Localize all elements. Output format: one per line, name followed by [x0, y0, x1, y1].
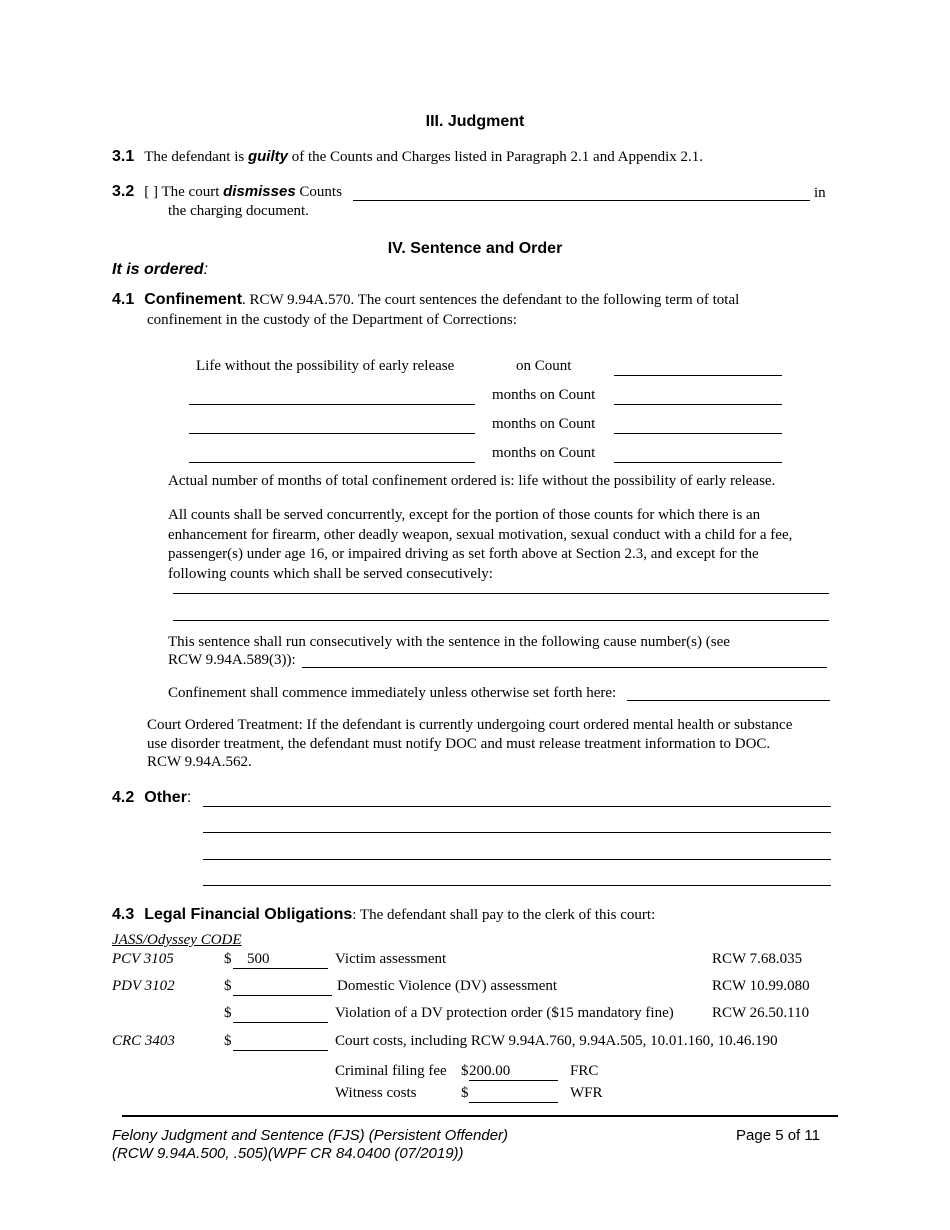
witness-costs-label: Witness costs	[335, 1085, 417, 1101]
cause-number-blank[interactable]	[302, 667, 827, 668]
term-row-4-count-blank[interactable]	[614, 462, 782, 463]
paragraph-text: the charging document.	[168, 203, 309, 219]
confinement-title: Confinement	[144, 291, 243, 308]
paragraph-text: of the Counts and Charges listed in Paragraph 2.1 and Appendix 2.1.	[287, 149, 704, 165]
paragraph-text: confinement in the custody of the Department of Corrections:	[147, 312, 517, 328]
lfo-row-1-rcw: RCW 7.68.035	[712, 951, 803, 967]
term-row-3-months-blank[interactable]	[189, 433, 475, 434]
term-row-3-on-count: months on Count	[492, 416, 596, 432]
paragraph-text: : The defendant shall pay to the clerk of this court:	[352, 907, 656, 923]
paragraph-3-2	[112, 183, 342, 201]
other-blank-1[interactable]	[203, 806, 831, 807]
lfo-row-1-code: PCV 3105	[112, 951, 174, 967]
lfo-row-1-amount[interactable]: 500	[233, 951, 328, 969]
paragraph-4-3	[112, 906, 655, 924]
lfo-row-3-desc: Violation of a DV protection order ($15 mandatory fine)	[335, 1005, 674, 1021]
filing-fee-label: Criminal filing fee	[335, 1063, 447, 1079]
paragraph-4-1	[112, 291, 739, 309]
other-blank-2[interactable]	[203, 832, 831, 833]
term-row-2-count-blank[interactable]	[614, 404, 782, 405]
lfo-row-2-dollar: $	[224, 978, 232, 994]
lfo-row-3-amount[interactable]	[233, 1005, 328, 1023]
filing-fee-dollar: $	[461, 1063, 469, 1079]
term-row-2-months-blank[interactable]	[189, 404, 475, 405]
footer-rule	[122, 1115, 838, 1117]
it-is-ordered: It is ordered:	[112, 261, 209, 278]
lfo-row-2-desc: Domestic Violence (DV) assessment	[337, 978, 558, 994]
lfo-row-1-desc: Victim assessment	[335, 951, 447, 967]
filing-fee-amount[interactable]: 200.00	[469, 1063, 558, 1081]
paragraph-text: . RCW 9.94A.570. The court sentences the defendant to the following term of total	[242, 292, 740, 308]
paragraph-number: 3.2	[112, 183, 135, 200]
other-blank-3[interactable]	[203, 859, 831, 860]
term-row-3-count-blank[interactable]	[614, 433, 782, 434]
paragraph-text: The defendant is	[144, 149, 248, 165]
lfo-row-4-dollar: $	[224, 1033, 232, 1049]
witness-costs-dollar: $	[461, 1085, 469, 1101]
consecutive-counts-blank-1[interactable]	[173, 593, 829, 594]
dismiss-checkbox[interactable]: [ ]	[144, 184, 158, 200]
section-3-heading: III. Judgment	[425, 113, 525, 130]
guilty-emphasis: guilty	[247, 148, 288, 165]
paragraph-number: 4.1	[112, 291, 135, 308]
dismissed-counts-blank[interactable]	[353, 200, 810, 201]
paragraph-number: 3.1	[112, 148, 135, 165]
code-column-header: JASS/Odyssey CODE	[112, 932, 242, 948]
footer-citation: (RCW 9.94A.500, .505)(WPF CR 84.0400 (07/2019))	[112, 1145, 464, 1162]
paragraph-3-1	[112, 148, 703, 166]
paragraph-4-2: 4.2 Other:	[112, 789, 192, 806]
concurrent-paragraph: All counts shall be served concurrently, except for the portion of those counts for which there is an enhancement for firearm, other deadly weapon, sexual motivation, sexual conduct with a child for a fee, passenger(s) under age 16, or impaired driving as set forth above at Section 2.3, and except for the following counts which shall be served consecutively:	[168, 507, 793, 582]
witness-costs-amount[interactable]	[469, 1085, 558, 1103]
other-title: Other	[144, 789, 187, 806]
actual-months-text: Actual number of months of total confinement ordered is: life without the possibility of early release.	[168, 473, 776, 489]
filing-fee-code: FRC	[570, 1063, 599, 1079]
paragraph-number: 4.3	[112, 906, 135, 923]
lfo-title: Legal Financial Obligations	[144, 906, 353, 923]
term-row-4-on-count: months on Count	[492, 445, 596, 461]
lfo-row-4-desc: Court costs, including RCW 9.94A.760, 9.94A.505, 10.01.160, 10.46.190	[335, 1033, 778, 1049]
lfo-row-1-dollar: $	[224, 951, 232, 967]
term-row-1-label: Life without the possibility of early release	[196, 358, 455, 374]
lfo-row-2-amount[interactable]	[233, 978, 332, 996]
other-blank-4[interactable]	[203, 885, 831, 886]
lfo-row-2-rcw: RCW 10.99.080	[712, 978, 810, 994]
consecutive-text: RCW 9.94A.589(3)):	[168, 652, 296, 668]
witness-costs-code: WFR	[570, 1085, 603, 1101]
lfo-row-4-amount[interactable]	[233, 1033, 328, 1051]
footer-title: Felony Judgment and Sentence (FJS) (Persistent Offender)	[112, 1127, 509, 1144]
lfo-row-3-dollar: $	[224, 1005, 232, 1021]
section-4-heading: IV. Sentence and Order	[387, 240, 563, 257]
lfo-row-4-code: CRC 3403	[112, 1033, 175, 1049]
lfo-row-3-rcw: RCW 26.50.110	[712, 1005, 810, 1021]
treatment-paragraph: Court Ordered Treatment: If the defendant is currently undergoing court ordered mental health or substance use disorder treatment, the defendant must notify DOC and must release treatment information to DOC. RCW 9.94A.562.	[147, 717, 793, 770]
paragraph-text: in	[814, 185, 826, 201]
lfo-row-2-code: PDV 3102	[112, 978, 175, 994]
paragraph-number: 4.2	[112, 789, 135, 806]
term-row-1-on-count: on Count	[516, 358, 572, 374]
paragraph-text: The court	[161, 184, 224, 200]
dismisses-emphasis: dismisses	[223, 183, 296, 200]
paragraph-text: Counts	[295, 184, 342, 200]
consecutive-text: This sentence shall run consecutively with the sentence in the following cause number(s) (see	[168, 634, 730, 650]
term-row-1-count-blank[interactable]	[614, 375, 782, 376]
footer-page-number: Page 5 of 11	[736, 1127, 820, 1144]
commence-text: Confinement shall commence immediately unless otherwise set forth here:	[168, 685, 617, 701]
commence-blank[interactable]	[627, 700, 830, 701]
consecutive-counts-blank-2[interactable]	[173, 620, 829, 621]
term-row-4-months-blank[interactable]	[189, 462, 475, 463]
term-row-2-on-count: months on Count	[492, 387, 596, 403]
